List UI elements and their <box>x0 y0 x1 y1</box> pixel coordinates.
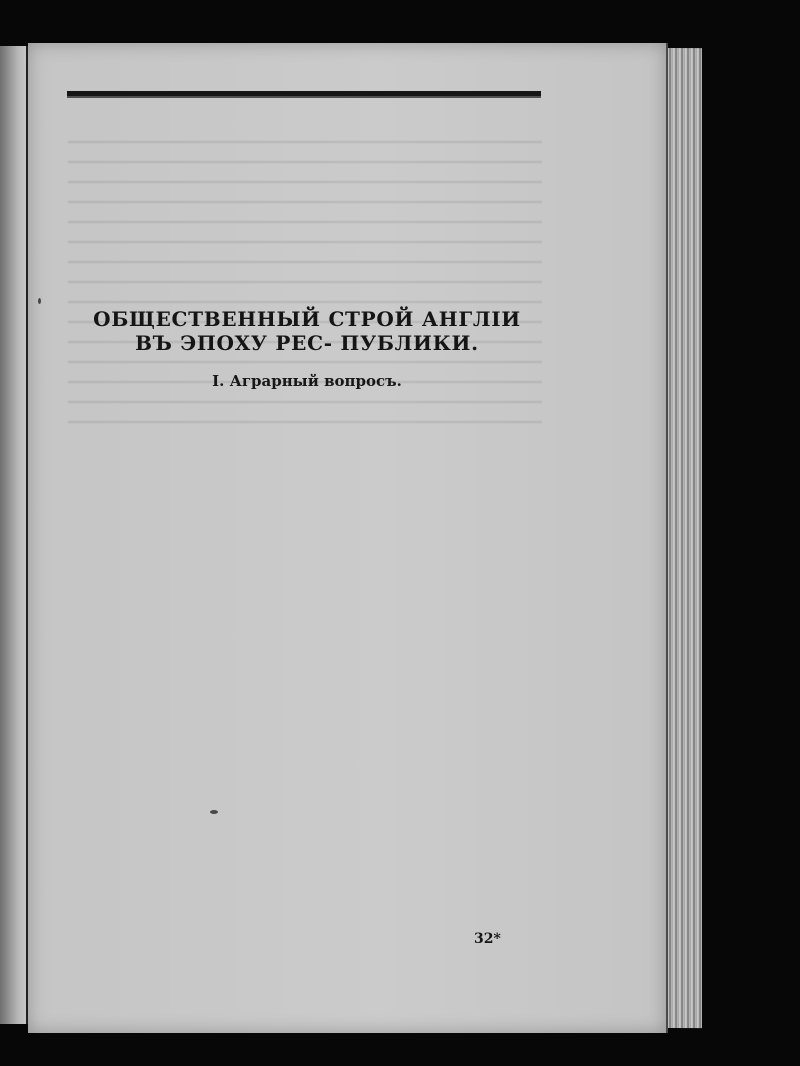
ink-mark <box>210 810 218 814</box>
ink-dot <box>38 298 41 304</box>
section-title: I. Аграрный вопросъ. <box>212 372 402 390</box>
page-number: 32* <box>474 931 501 947</box>
left-page-edge <box>0 46 28 1024</box>
header-rule <box>67 91 541 98</box>
page-title: ОБЩЕСТВЕННЫЙ СТРОЙ АНГЛІИ ВЪ ЭПОХУ РЕС- ПУБЛИКИ. <box>93 307 521 355</box>
